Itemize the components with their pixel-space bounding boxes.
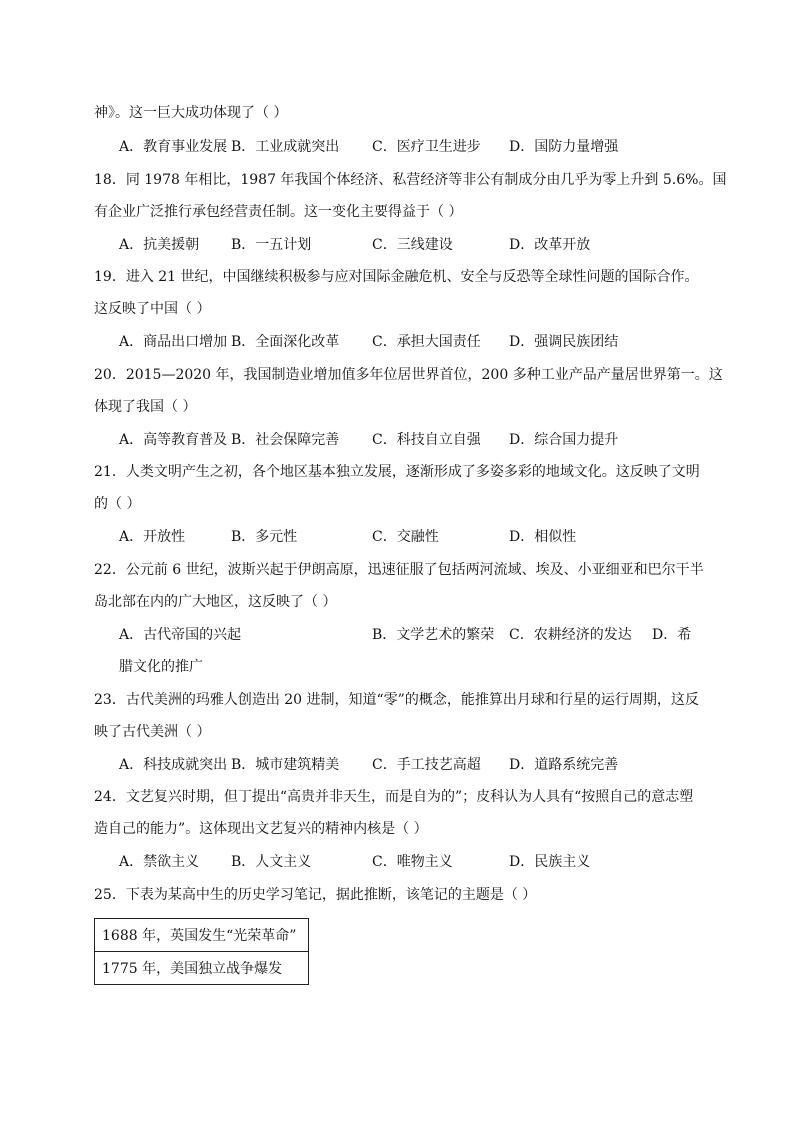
q17-option-d: D．国防力量增强 xyxy=(509,139,619,155)
q22-stem-line1: 22．公元前 6 世纪，波斯兴起于伊朗高原，迅速征服了包括两河流域、埃及、小亚细亚和巴尔干半 xyxy=(94,562,704,578)
q23-option-d: D．道路系统完善 xyxy=(509,757,619,773)
q23-option-b: B．城市建筑精美 xyxy=(231,757,340,773)
q19-stem-line2: 这反映了中国（ ） xyxy=(94,301,211,317)
q21-option-b: B．多元性 xyxy=(231,529,298,545)
q21-option-a: A．开放性 xyxy=(119,529,186,545)
q17-option-a: A．教育事业发展 xyxy=(119,139,228,155)
q23-option-c: C．手工技艺高超 xyxy=(372,757,481,773)
q18-option-b: B．一五计划 xyxy=(231,237,312,253)
q19-option-a: A．商品出口增加 xyxy=(119,334,228,350)
q23-stem-line1: 23．古代美洲的玛雅人创造出 20 进制，知道“零”的概念，能推算出月球和行星的运行周期，这反 xyxy=(94,692,699,708)
q18-stem-line1: 18．同 1978 年相比，1987 年我国个体经济、私营经济等非公有制成分由几乎为零上升到 5.6%。国 xyxy=(94,172,727,188)
q17-option-c: C．医疗卫生进步 xyxy=(372,139,481,155)
q20-option-b: B．社会保障完善 xyxy=(231,432,340,448)
q24-stem-line2: 造自己的能力”。这体现出文艺复兴的精神内核是（ ） xyxy=(94,821,428,837)
q21-option-d: D．相似性 xyxy=(509,529,577,545)
q22-option-b: B．文学艺术的繁荣 xyxy=(372,627,495,643)
q20-option-a: A．高等教育普及 xyxy=(119,432,228,448)
q23-stem-line2: 映了古代美洲（ ） xyxy=(94,724,211,740)
q24-option-c: C．唯物主义 xyxy=(372,854,453,870)
table-cell: 1775 年，美国独立战争爆发 xyxy=(95,952,309,985)
q18-option-a: A．抗美援朝 xyxy=(119,237,200,253)
q24-option-a: A．禁欲主义 xyxy=(119,854,200,870)
q20-option-d: D．综合国力提升 xyxy=(509,432,619,448)
q22-stem-line2: 岛北部在内的广大地区，这反映了（ ） xyxy=(94,594,337,610)
q20-stem-line1: 20．2015—2020 年，我国制造业增加值多年位居世界首位，200 多种工业产品产量居世界第一。这 xyxy=(94,367,723,383)
q18-option-c: C．三线建设 xyxy=(372,237,453,253)
q21-option-c: C．交融性 xyxy=(372,529,439,545)
q21-stem-line2: 的（ ） xyxy=(94,496,141,512)
q18-option-d: D．改革开放 xyxy=(509,237,591,253)
q24-stem-line1: 24．文艺复兴时期，但丁提出“高贵并非天生，而是自为的”；皮科认为人具有“按照自己的意志塑 xyxy=(94,789,694,805)
table-cell: 1688 年，英国发生“光荣革命” xyxy=(95,919,309,952)
q17-stem-tail: 神》。这一巨大成功体现了（ ） xyxy=(94,105,288,121)
q19-option-c: C．承担大国责任 xyxy=(372,334,481,350)
q19-option-d: D．强调民族团结 xyxy=(509,334,619,350)
table-row xyxy=(95,919,309,952)
q21-stem-line1: 21．人类文明产生之初，各个地区基本独立发展，逐渐形成了多姿多彩的地域文化。这反映了文明 xyxy=(94,464,700,480)
q19-stem-line1: 19．进入 21 世纪，中国继续积极参与应对国际金融危机、安全与反恐等全球性问题的国际合作。 xyxy=(94,269,699,285)
q24-option-d: D．民族主义 xyxy=(509,854,591,870)
q22-option-c: C．农耕经济的发达 xyxy=(509,627,632,643)
q23-option-a: A．科技成就突出 xyxy=(119,757,228,773)
q22-option-a: A．古代帝国的兴起 xyxy=(119,627,242,643)
notes-table xyxy=(94,918,309,985)
q22-option-d: D．希 xyxy=(652,627,692,643)
q19-option-b: B．全面深化改革 xyxy=(231,334,340,350)
q20-option-c: C．科技自立自强 xyxy=(372,432,481,448)
q17-option-b: B．工业成就突出 xyxy=(231,139,340,155)
q18-stem-line2: 有企业广泛推行承包经营责任制。这一变化主要得益于（ ） xyxy=(94,204,463,220)
table-row xyxy=(95,952,309,985)
q20-stem-line2: 体现了我国（ ） xyxy=(94,399,197,415)
q25-stem: 25．下表为某高中生的历史学习笔记，据此推断，该笔记的主题是（ ） xyxy=(94,887,537,903)
q24-option-b: B．人文主义 xyxy=(231,854,312,870)
q22-option-d-continued: 腊文化的推广 xyxy=(119,659,203,675)
